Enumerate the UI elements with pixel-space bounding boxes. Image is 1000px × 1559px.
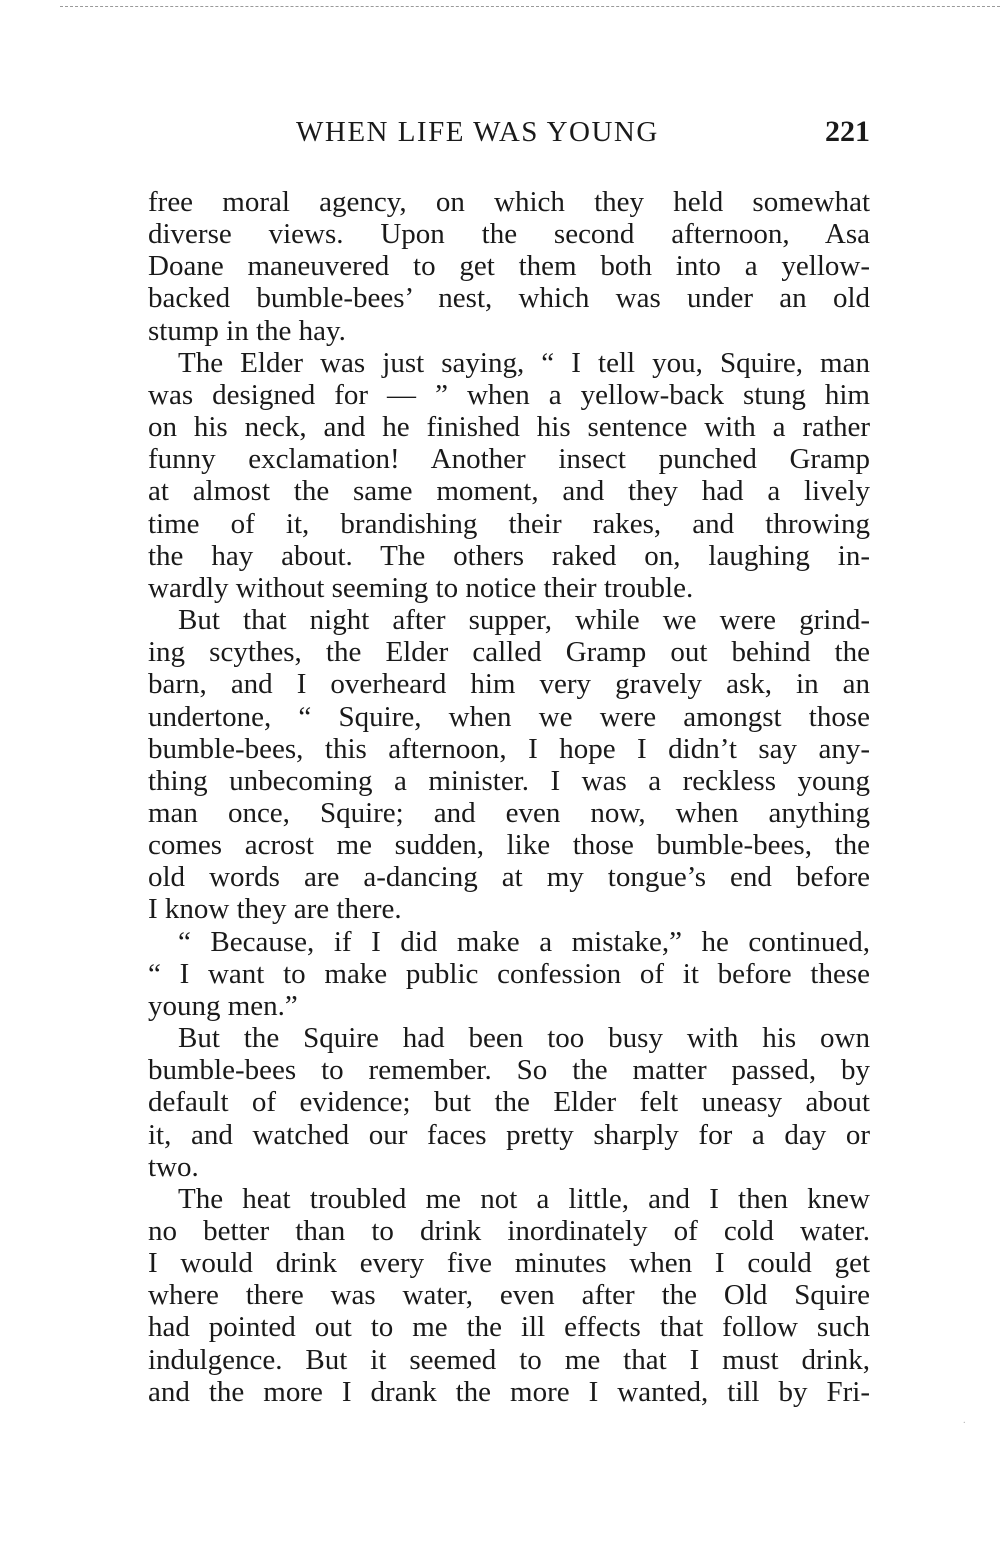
page-number: 221 xyxy=(825,115,870,148)
text-line: where there was water, even after the Old Squire xyxy=(148,1279,870,1312)
margin-speck: · xyxy=(962,1418,966,1429)
text-line: backed bumble-bees’ nest, which was under an old xyxy=(148,282,870,315)
text-line: two. xyxy=(148,1150,199,1183)
text-line: thing unbecoming a minister. I was a reckless young xyxy=(148,764,870,797)
text-line: Doane maneuvered to get them both into a yellow- xyxy=(148,250,870,283)
text-line: was designed for — ” when a yellow-back stung him xyxy=(148,378,870,411)
text-line: bumble-bees to remember. So the matter passed, by xyxy=(148,1054,870,1087)
text-line: undertone, “ Squire, when we were amongst those xyxy=(148,700,870,733)
text-line: old words are a-dancing at my tongue’s end before xyxy=(148,861,870,894)
text-line: stump in the hay. xyxy=(148,314,346,347)
text-line: at almost the same moment, and they had a lively xyxy=(148,475,870,508)
text-line: man once, Squire; and even now, when anything xyxy=(148,796,870,829)
text-line: I would drink every five minutes when I could get xyxy=(148,1247,870,1280)
text-line: But that night after supper, while we were grind- xyxy=(178,604,870,637)
text-line: wardly without seeming to notice their trouble. xyxy=(148,571,694,604)
text-line: default of evidence; but the Elder felt uneasy about xyxy=(148,1086,870,1119)
text-line: “ I want to make public confession of it before these xyxy=(148,957,870,990)
text-line: The Elder was just saying, “ I tell you, Squire, man xyxy=(178,346,870,379)
text-line: had pointed out to me the ill effects that follow such xyxy=(148,1311,870,1344)
text-line: time of it, brandishing their rakes, and throwing xyxy=(148,507,870,540)
running-header xyxy=(148,110,870,154)
body-text xyxy=(148,186,870,1408)
text-line: barn, and I overheard him very gravely ask, in an xyxy=(148,668,870,701)
text-line: bumble-bees, this afternoon, I hope I didn’t say any- xyxy=(148,732,870,765)
text-line: free moral agency, on which they held somewhat xyxy=(148,186,870,218)
text-line: no better than to drink inordinately of cold water. xyxy=(148,1215,870,1247)
text-line: diverse views. Upon the second afternoon, Asa xyxy=(148,218,870,251)
text-line: indulgence. But it seemed to me that I must drink, xyxy=(148,1343,870,1376)
text-line: comes acrost me sudden, like those bumble-bees, the xyxy=(148,829,870,862)
text-line: But the Squire had been too busy with his own xyxy=(178,1022,870,1055)
text-line: “ Because, if I did make a mistake,” he continued, xyxy=(178,925,870,958)
top-scan-rule xyxy=(60,6,1000,8)
text-line: funny exclamation! Another insect punched Gramp xyxy=(148,443,870,476)
text-line: young men.” xyxy=(148,989,298,1022)
text-line: The heat troubled me not a little, and I then knew xyxy=(178,1182,870,1215)
text-line: on his neck, and he finished his sentence with a rather xyxy=(148,411,870,444)
text-line: I know they are there. xyxy=(148,893,402,926)
text-line: the hay about. The others raked on, laughing in- xyxy=(148,539,870,572)
text-line: and the more I drank the more I wanted, till by Fri- xyxy=(148,1375,870,1408)
text-line: ing scythes, the Elder called Gramp out behind the xyxy=(148,636,870,669)
running-title: WHEN LIFE WAS YOUNG xyxy=(296,116,659,148)
text-line: it, and watched our faces pretty sharply for a day or xyxy=(148,1118,870,1151)
